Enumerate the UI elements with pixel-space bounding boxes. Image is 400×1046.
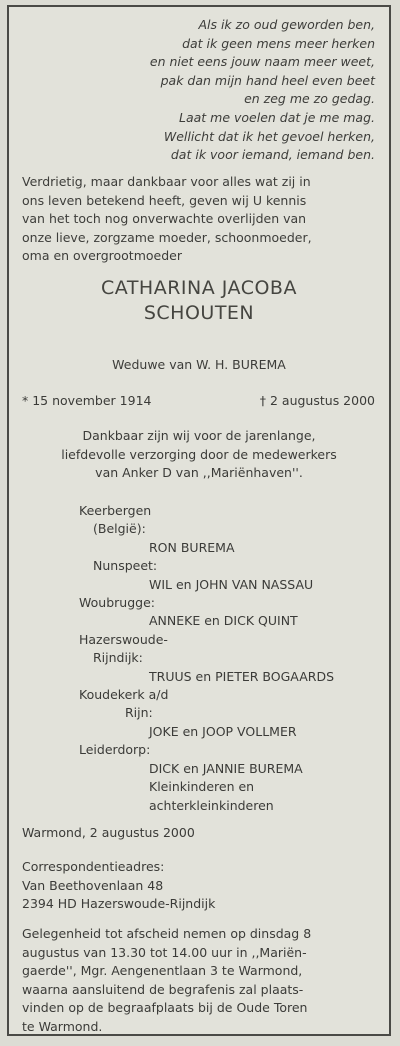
family-location: Koudekerk a/d bbox=[79, 687, 169, 703]
address-street: Van Beethovenlaan 48 bbox=[22, 877, 164, 893]
family-location: Nunspeet: bbox=[93, 558, 158, 574]
announcement-line: onze lieve, zorgzame moeder, schoonmoeder, bbox=[22, 229, 312, 245]
farewell-line: augustus van 13.30 tot 14.00 uur in ,,Mariën- bbox=[22, 944, 307, 960]
family-member: achterkleinkinderen bbox=[149, 797, 274, 813]
thanks-line: Dankbaar zijn wij voor de jarenlange, bbox=[82, 428, 316, 443]
correspondence-address bbox=[22, 858, 215, 914]
poem-line: en zeg me zo gedag. bbox=[244, 91, 375, 107]
poem-line: Laat me voelen dat je me mag. bbox=[179, 109, 375, 125]
poem bbox=[55, 16, 375, 165]
poem-line: en niet eens jouw naam meer weet, bbox=[149, 54, 375, 70]
place-date: Warmond, 2 augustus 2000 bbox=[22, 825, 195, 840]
farewell-line: te Warmond. bbox=[22, 1018, 103, 1034]
farewell-line: waarna aansluitend de begrafenis zal plaats- bbox=[22, 981, 304, 997]
thanks-line: liefdevolle verzorging door de medewerkers bbox=[61, 446, 337, 462]
announcement-line: ons leven betekend heeft, geven wij U kennis bbox=[22, 192, 307, 208]
death-date: † 2 augustus 2000 bbox=[259, 393, 375, 408]
family-member: RON BUREMA bbox=[149, 539, 235, 555]
family-member: DICK en JANNIE BUREMA bbox=[149, 760, 303, 776]
announcement-text bbox=[22, 173, 382, 266]
poem-line: dat ik voor iemand, iemand ben. bbox=[170, 147, 375, 163]
family-list bbox=[9, 502, 393, 815]
family-location: Leiderdorp: bbox=[79, 742, 151, 758]
family-location: Keerbergen bbox=[79, 503, 152, 518]
announcement-line: van het toch nog onverwachte overlijden van bbox=[22, 211, 307, 227]
birth-date: * 15 november 1914 bbox=[22, 393, 152, 408]
poem-line: Als ik zo oud geworden ben, bbox=[198, 17, 375, 32]
address-city: 2394 HD Hazerswoude-Rijndijk bbox=[22, 896, 216, 912]
family-location: Rijn: bbox=[125, 705, 153, 721]
family-member: Kleinkinderen en bbox=[149, 779, 255, 795]
farewell-info bbox=[22, 925, 392, 1037]
thanks-line: van Anker D van ,,Mariënhaven''. bbox=[95, 465, 303, 481]
address-label: Correspondentieadres: bbox=[22, 859, 165, 874]
family-member: JOKE en JOOP VOLLMER bbox=[149, 723, 297, 739]
family-location: Hazerswoude- bbox=[79, 631, 168, 647]
farewell-line: Gelegenheid tot afscheid nemen op dinsdag 8 bbox=[22, 926, 312, 941]
farewell-line: vinden op de begraafplaats bij de Oude Toren bbox=[22, 1000, 308, 1016]
obituary-notice bbox=[7, 5, 391, 1036]
deceased-given-names: CATHARINA JACOBA bbox=[101, 277, 297, 299]
poem-line: pak dan mijn hand heel even beet bbox=[160, 72, 375, 88]
farewell-line: gaerde'', Mgr. Aengenentlaan 3 te Warmond, bbox=[22, 963, 303, 979]
family-location: Rijndijk: bbox=[93, 650, 143, 666]
family-location: (België): bbox=[93, 521, 146, 537]
poem-line: Wellicht dat ik het gevoel herken, bbox=[163, 128, 375, 144]
poem-line: dat ik geen mens meer herken bbox=[182, 35, 375, 51]
announcement-line: Verdrietig, maar dankbaar voor alles wat zij in bbox=[22, 174, 311, 189]
family-location: Woubrugge: bbox=[79, 595, 155, 611]
family-member: TRUUS en PIETER BOGAARDS bbox=[149, 668, 335, 684]
widow-of: Weduwe van W. H. BUREMA bbox=[112, 357, 286, 372]
announcement-line: oma en overgrootmoeder bbox=[22, 248, 182, 264]
deceased-name bbox=[9, 276, 389, 326]
thanks-text bbox=[9, 427, 389, 483]
deceased-surname: SCHOUTEN bbox=[143, 302, 255, 324]
family-member: ANNEKE en DICK QUINT bbox=[149, 613, 298, 629]
family-member: WIL en JOHN VAN NASSAU bbox=[149, 576, 314, 592]
